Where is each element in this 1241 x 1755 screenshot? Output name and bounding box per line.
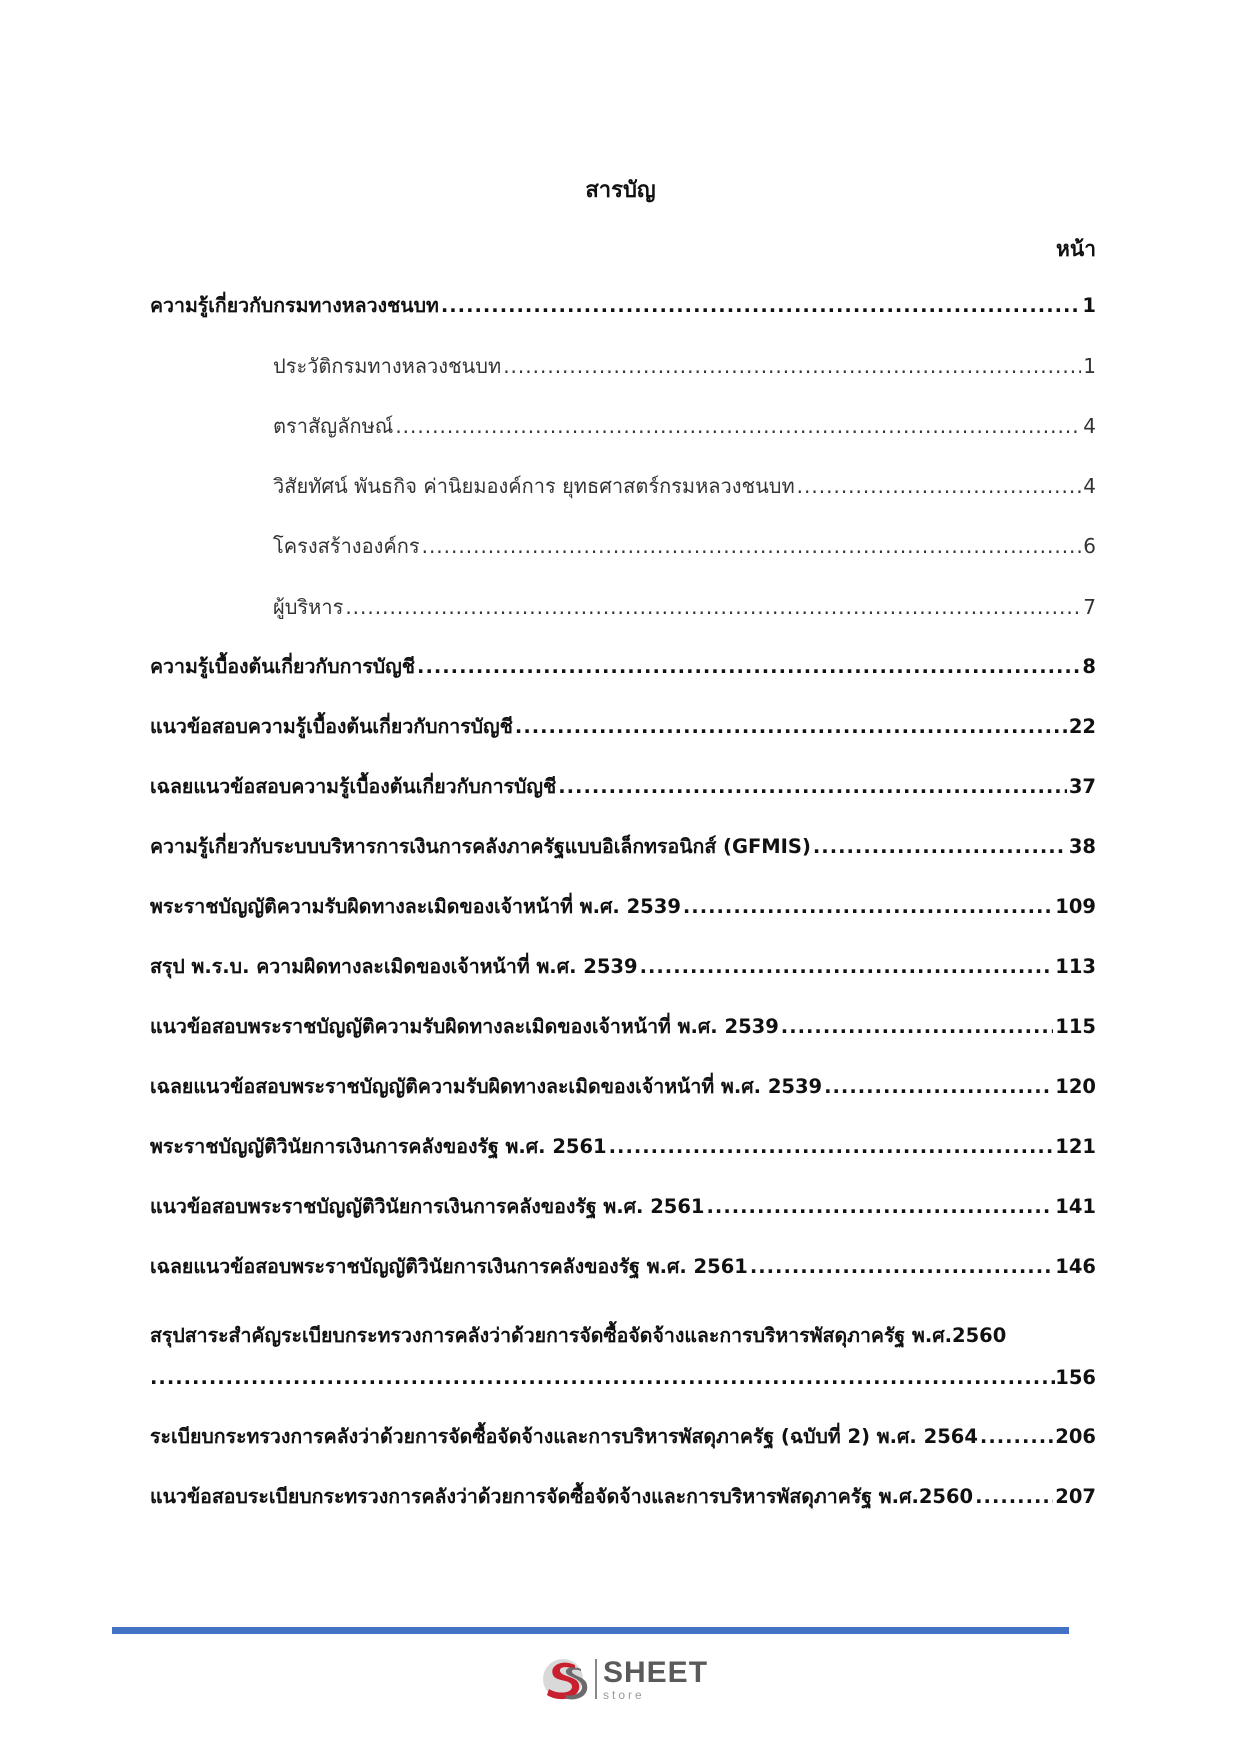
toc-entry-label: เฉลยแนวข้อสอบความรู้เบื้องต้นเกี่ยวกับการบัญชี [150, 775, 557, 798]
toc-leader [750, 1253, 1053, 1281]
toc-entry-page: 38 [1068, 835, 1096, 858]
toc-entry-label: สรุป พ.ร.บ. ความผิดทางละเมิดของเจ้าหน้าที่ พ.ศ. 2539 [150, 955, 638, 978]
toc-leader [980, 1423, 1053, 1451]
toc-entry-page: 141 [1055, 1195, 1096, 1218]
toc-entry-label: ประวัติกรมทางหลวงชนบท [273, 354, 502, 378]
toc-entry-label: พระราชบัญญัติวินัยการเงินการคลังของรัฐ พ.ศ. 2561 [150, 1135, 607, 1158]
toc-entry[interactable] [150, 893, 1096, 921]
page-title: สารบัญ [585, 178, 656, 203]
toc-entry-label: ตราสัญลักษณ์ [273, 414, 394, 438]
toc-leader [640, 953, 1054, 981]
sheet-store-s-icon [541, 1655, 591, 1703]
toc-entry-label: สรุปสาระสำคัญระเบียบกระทรวงการคลังว่าด้วยการจัดซื้อจัดจ้างและการบริหารพัสดุภาครัฐ พ.ศ.2560 [150, 1324, 1007, 1347]
toc-entry-label: แนวข้อสอบพระราชบัญญัติความรับผิดทางละเมิดของเจ้าหน้าที่ พ.ศ. 2539 [150, 1015, 779, 1038]
toc-entry-label: ความรู้เบื้องต้นเกี่ยวกับการบัญชี [150, 655, 416, 678]
toc-entry-page: 1 [1083, 354, 1096, 378]
toc-entry-page: 6 [1083, 534, 1096, 558]
toc-entry-label: พระราชบัญญัติความรับผิดทางละเมิดของเจ้าหน้าที่ พ.ศ. 2539 [150, 895, 681, 918]
toc-entry[interactable] [150, 1073, 1096, 1101]
toc-entry-label: เฉลยแนวข้อสอบพระราชบัญญัติวินัยการเงินการคลังของรัฐ พ.ศ. 2561 [150, 1255, 748, 1278]
toc-entry-page: 206 [1055, 1425, 1096, 1448]
footer-rule [112, 1627, 1069, 1634]
toc-entry-label: แนวข้อสอบระเบียบกระทรวงการคลังว่าด้วยการจัดซื้อจัดจ้างและการบริหารพัสดุภาครัฐ พ.ศ.2560 [150, 1485, 974, 1508]
toc-entry-label: แนวข้อสอบพระราชบัญญัติวินัยการเงินการคลังของรัฐ พ.ศ. 2561 [150, 1195, 705, 1218]
toc-entry-label: แนวข้อสอบความรู้เบื้องต้นเกี่ยวกับการบัญชี [150, 715, 513, 738]
logo-subtitle: store [603, 1687, 645, 1702]
toc-entry-label: ระเบียบกระทรวงการคลังว่าด้วยการจัดซื้อจัดจ้างและการบริหารพัสดุภาครัฐ (ฉบับที่ 2) พ.ศ. 2564 [150, 1425, 978, 1448]
toc-leader [781, 1013, 1054, 1041]
toc-entry-page: 113 [1055, 955, 1096, 978]
toc-subentry[interactable] [273, 532, 1096, 560]
toc-leader [515, 713, 1067, 741]
toc-entry-label: วิสัยทัศน์ พันธกิจ ค่านิยมองค์การ ยุทธศาสตร์กรมหลวงชนบท [273, 474, 795, 498]
toc-subentry[interactable] [273, 352, 1096, 380]
toc-entry-page: 207 [1055, 1485, 1096, 1508]
toc-leader [422, 532, 1082, 560]
logo-word: SHEET [603, 1655, 709, 1689]
toc-entry-page: 109 [1055, 895, 1096, 918]
toc-leader [824, 1073, 1053, 1101]
toc-entry-label: โครงสร้างองค์กร [273, 534, 420, 558]
toc-entry[interactable] [150, 713, 1096, 741]
toc-entry[interactable] [150, 1193, 1096, 1221]
toc-entry-page: 156 [1055, 1366, 1096, 1389]
toc-leader [813, 833, 1067, 861]
logo-text [603, 1655, 709, 1702]
toc-leader [150, 1364, 1055, 1392]
logo-divider [595, 1659, 597, 1699]
toc-entry[interactable] [150, 1423, 1096, 1451]
footer-logo [541, 1655, 708, 1703]
toc-entry[interactable] [150, 1253, 1096, 1281]
toc-leader [558, 773, 1067, 801]
toc-leader [503, 352, 1081, 380]
page-column-header: หน้า [1056, 237, 1096, 261]
toc-entry-page: 37 [1068, 775, 1096, 798]
toc-entry-label: ผู้บริหาร [273, 595, 344, 619]
toc-entry-page: 7 [1083, 595, 1096, 619]
toc-entry[interactable] [150, 773, 1096, 801]
toc-entry-page: 120 [1055, 1075, 1096, 1098]
toc-subentry[interactable] [273, 472, 1096, 500]
toc-entry-page: 22 [1068, 715, 1096, 738]
toc-leader [707, 1193, 1054, 1221]
toc-entry[interactable] [150, 1133, 1096, 1161]
toc-entry-page: 121 [1055, 1135, 1096, 1158]
toc-entry-page: 4 [1083, 414, 1096, 438]
toc-entry[interactable] [150, 1483, 1096, 1511]
toc-entry-continuation [150, 1364, 1096, 1392]
toc-entry[interactable] [150, 1013, 1096, 1041]
toc-entry-page: 8 [1082, 655, 1096, 678]
toc-entry-page: 146 [1055, 1255, 1096, 1278]
toc-leader [441, 292, 1081, 320]
toc-leader [683, 893, 1053, 921]
toc-entry-label: ความรู้เกี่ยวกับกรมทางหลวงชนบท [150, 294, 439, 317]
toc-entry-page: 4 [1083, 474, 1096, 498]
toc-subentry[interactable] [273, 593, 1096, 621]
toc-leader [609, 1133, 1054, 1161]
toc-entry[interactable] [150, 292, 1096, 320]
toc-entry-label: เฉลยแนวข้อสอบพระราชบัญญัติความรับผิดทางละเมิดของเจ้าหน้าที่ พ.ศ. 2539 [150, 1075, 823, 1098]
toc-entry[interactable] [150, 953, 1096, 981]
toc-subentry[interactable] [273, 412, 1096, 440]
toc-leader [417, 653, 1080, 681]
toc-entry-label: ความรู้เกี่ยวกับระบบบริหารการเงินการคลังภาครัฐแบบอิเล็กทรอนิกส์ (GFMIS) [150, 835, 811, 858]
toc-entry[interactable] [150, 833, 1096, 861]
toc-leader [975, 1483, 1053, 1511]
toc-leader [345, 593, 1081, 621]
toc-entry-page: 1 [1082, 294, 1096, 317]
toc-leader [797, 472, 1082, 500]
toc-entry[interactable] [150, 653, 1096, 681]
toc-entry-page: 115 [1055, 1015, 1096, 1038]
toc-leader [395, 412, 1081, 440]
